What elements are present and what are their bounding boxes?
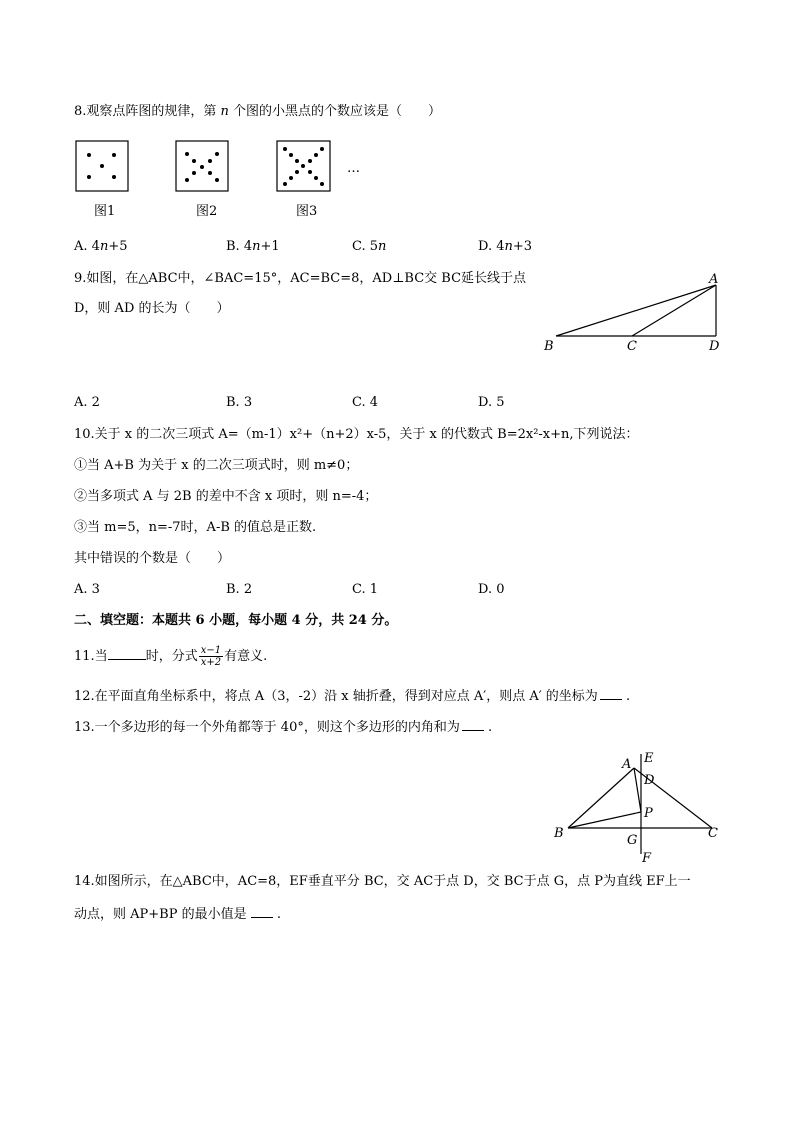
- q8-option-c: C. 5n: [352, 239, 387, 254]
- q10-ask: 其中错误的个数是（ ）: [74, 551, 231, 566]
- q14-label-p: P: [644, 806, 653, 821]
- q8-fig1-label: 图1: [94, 204, 116, 219]
- q12-stem: 12.在平面直角坐标系中，将点 A（3，-2）沿 x 轴折叠，得到对应点 A′，则点 A′ 的坐标为 .: [74, 686, 630, 706]
- q8-fig3-label: 图3: [296, 204, 318, 219]
- q8-ellipsis: …: [347, 161, 360, 176]
- q8-stem-a: 观察点阵图的规律，第: [86, 104, 221, 119]
- q14-label-a: A: [622, 757, 632, 772]
- q9-label-d: D: [709, 339, 720, 354]
- q14-stem-line1: 14.如图所示，在△ABC中，AC=8，EF垂直平分 BC，交 AC于点 D，交 BC于点 G，点 P为直线 EF上一: [74, 874, 691, 889]
- q13-answer-blank[interactable]: [462, 717, 484, 731]
- q9-label-b: B: [544, 339, 554, 354]
- q10-statement-3: ③当 m=5，n=-7时，A-B 的值总是正数.: [74, 520, 317, 535]
- section-2-title: 二、填空题：本题共 6 小题，每小题 4 分，共 24 分。: [74, 613, 398, 628]
- q9-triangle-figure: [538, 270, 728, 356]
- dot-figure-2-dots: [185, 152, 219, 182]
- q8-var-n: n: [220, 104, 229, 119]
- q9-stem-line2: D，则 AD 的长为（ ）: [74, 301, 230, 316]
- q14-label-e: E: [644, 751, 654, 766]
- q8-option-b: B. 4n+1: [226, 239, 280, 254]
- q10-option-a: A. 3: [74, 582, 100, 597]
- dot-figure-1-dots: [87, 153, 116, 179]
- q10-option-d: D. 0: [478, 582, 505, 597]
- q10-option-c: C. 1: [352, 582, 379, 597]
- q14-answer-blank[interactable]: [251, 904, 273, 918]
- q8-fig2-label: 图2: [196, 204, 218, 219]
- q14-stem-line2: 动点，则 AP+BP 的最小值是 .: [74, 904, 281, 924]
- q14-label-g: G: [627, 833, 638, 848]
- q11-fraction: $\frac{x-1}{x+2}$: [200, 645, 222, 668]
- q11-stem: 11.当 时，分式 $\frac{x-1}{x+2}$ 有意义.: [74, 645, 268, 668]
- q13-stem: 13.一个多边形的每一个外角都等于 40°，则这个多边形的内角和为 .: [74, 717, 492, 737]
- q10-statement-1: ①当 A+B 为关于 x 的二次三项式时，则 m≠0；: [74, 458, 359, 473]
- q9-option-b: B. 3: [226, 395, 253, 410]
- q9-option-d: D. 5: [478, 395, 505, 410]
- q8-stem-b: 个图的小黑点的个数应该是（ ）: [228, 104, 442, 119]
- q14-label-d: D: [644, 773, 655, 788]
- q14-triangle-figure: [548, 748, 728, 866]
- q10-option-b: B. 2: [226, 582, 253, 597]
- q14-label-b: B: [554, 826, 564, 841]
- q8-number: 8.: [74, 104, 87, 119]
- q12-answer-blank[interactable]: [600, 686, 622, 700]
- dot-figure-3-dots: [283, 147, 324, 186]
- q8-dot-figures: [70, 138, 370, 198]
- q9-label-a: A: [709, 272, 719, 287]
- q9-option-c: C. 4: [352, 395, 379, 410]
- q11-answer-blank[interactable]: [108, 646, 146, 660]
- q9-option-a: A. 2: [74, 395, 100, 410]
- q8-stem: [74, 103, 441, 121]
- q10-stem: 10.关于 x 的二次三项式 A=（m-1）x²+（n+2）x-5，关于 x 的代数式 B=2x²-x+n,下列说法：: [74, 427, 639, 442]
- q14-label-c: C: [708, 826, 718, 841]
- q10-statement-2: ②当多项式 A 与 2B 的差中不含 x 项时，则 n=-4；: [74, 489, 378, 504]
- q8-option-a: A. 4n+5: [74, 239, 128, 254]
- q9-label-c: C: [627, 339, 637, 354]
- q9-stem-line1: 9.如图，在△ABC中，∠BAC=15°，AC=BC=8，AD⊥BC交 BC延长线于点: [74, 271, 527, 286]
- q8-option-d: D. 4n+3: [478, 239, 533, 254]
- q14-label-f: F: [642, 851, 652, 866]
